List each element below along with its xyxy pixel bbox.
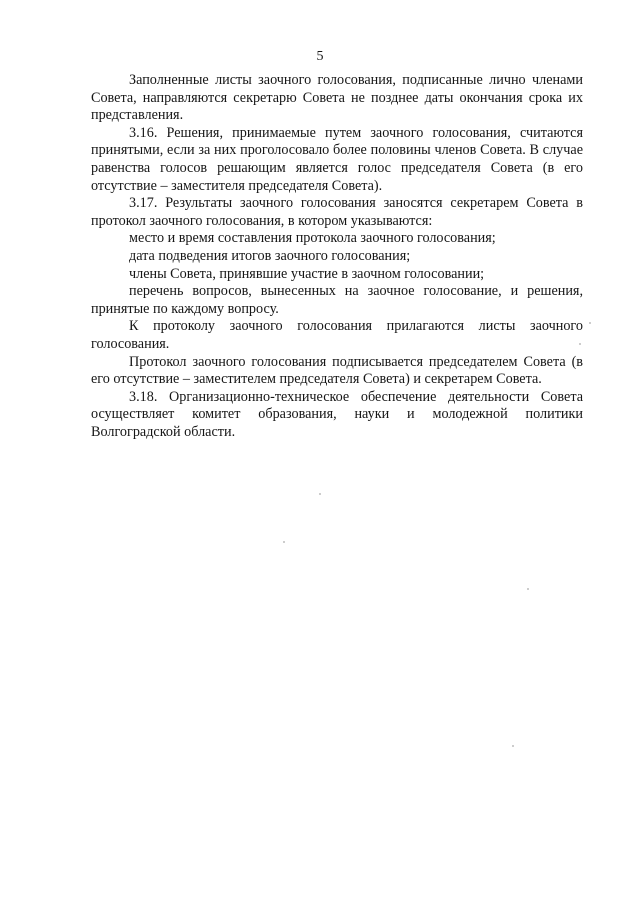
scan-speck [283,541,285,543]
paragraph-3-18: 3.18. Организационно-техническое обеспечение деятельности Совета осуществляет комитет образования, науки и молодежной политики Волгоградской области. [91,388,583,440]
scan-speck [589,322,591,324]
paragraph-3-16: 3.16. Решения, принимаемые путем заочного голосования, считаются принятыми, если за них проголосовало более половины членов Совета. В случае равенства голосов решающим является голос председателя Совета (в его отсутствие – заместителя председателя Совета). [91,124,583,194]
document-body [91,72,583,441]
scan-speck [512,745,514,747]
paragraph-attachments: К протоколу заочного голосования прилагаются листы заочного голосования. [91,318,583,352]
list-item-place-time: место и время составления протокола заочного голосования; [129,230,496,247]
list-item-results-date: дата подведения итогов заочного голосования; [129,247,411,264]
scan-speck [319,493,321,495]
paragraph-3-17: 3.17. Результаты заочного голосования заносятся секретарем Совета в протокол заочного голосования, в котором указываются: [91,195,583,229]
scan-speck [579,343,581,345]
paragraph-signing: Протокол заочного голосования подписывается председателем Совета (в его отсутствие – заместителем председателя Совета) и секретарем Совета. [91,353,583,388]
scan-speck [527,588,529,590]
list-item-questions: перечень вопросов, вынесенных на заочное голосование, и решения, принятые по каждому вопросу. [91,283,583,317]
page-number: 5 [316,49,324,64]
list-item-participants: члены Совета, принявшие участие в заочном голосовании; [129,265,485,282]
paragraph-voting-sheets: Заполненные листы заочного голосования, подписанные лично членами Совета, направляются секретарю Совета не позднее даты окончания срока их представления. [91,72,583,124]
